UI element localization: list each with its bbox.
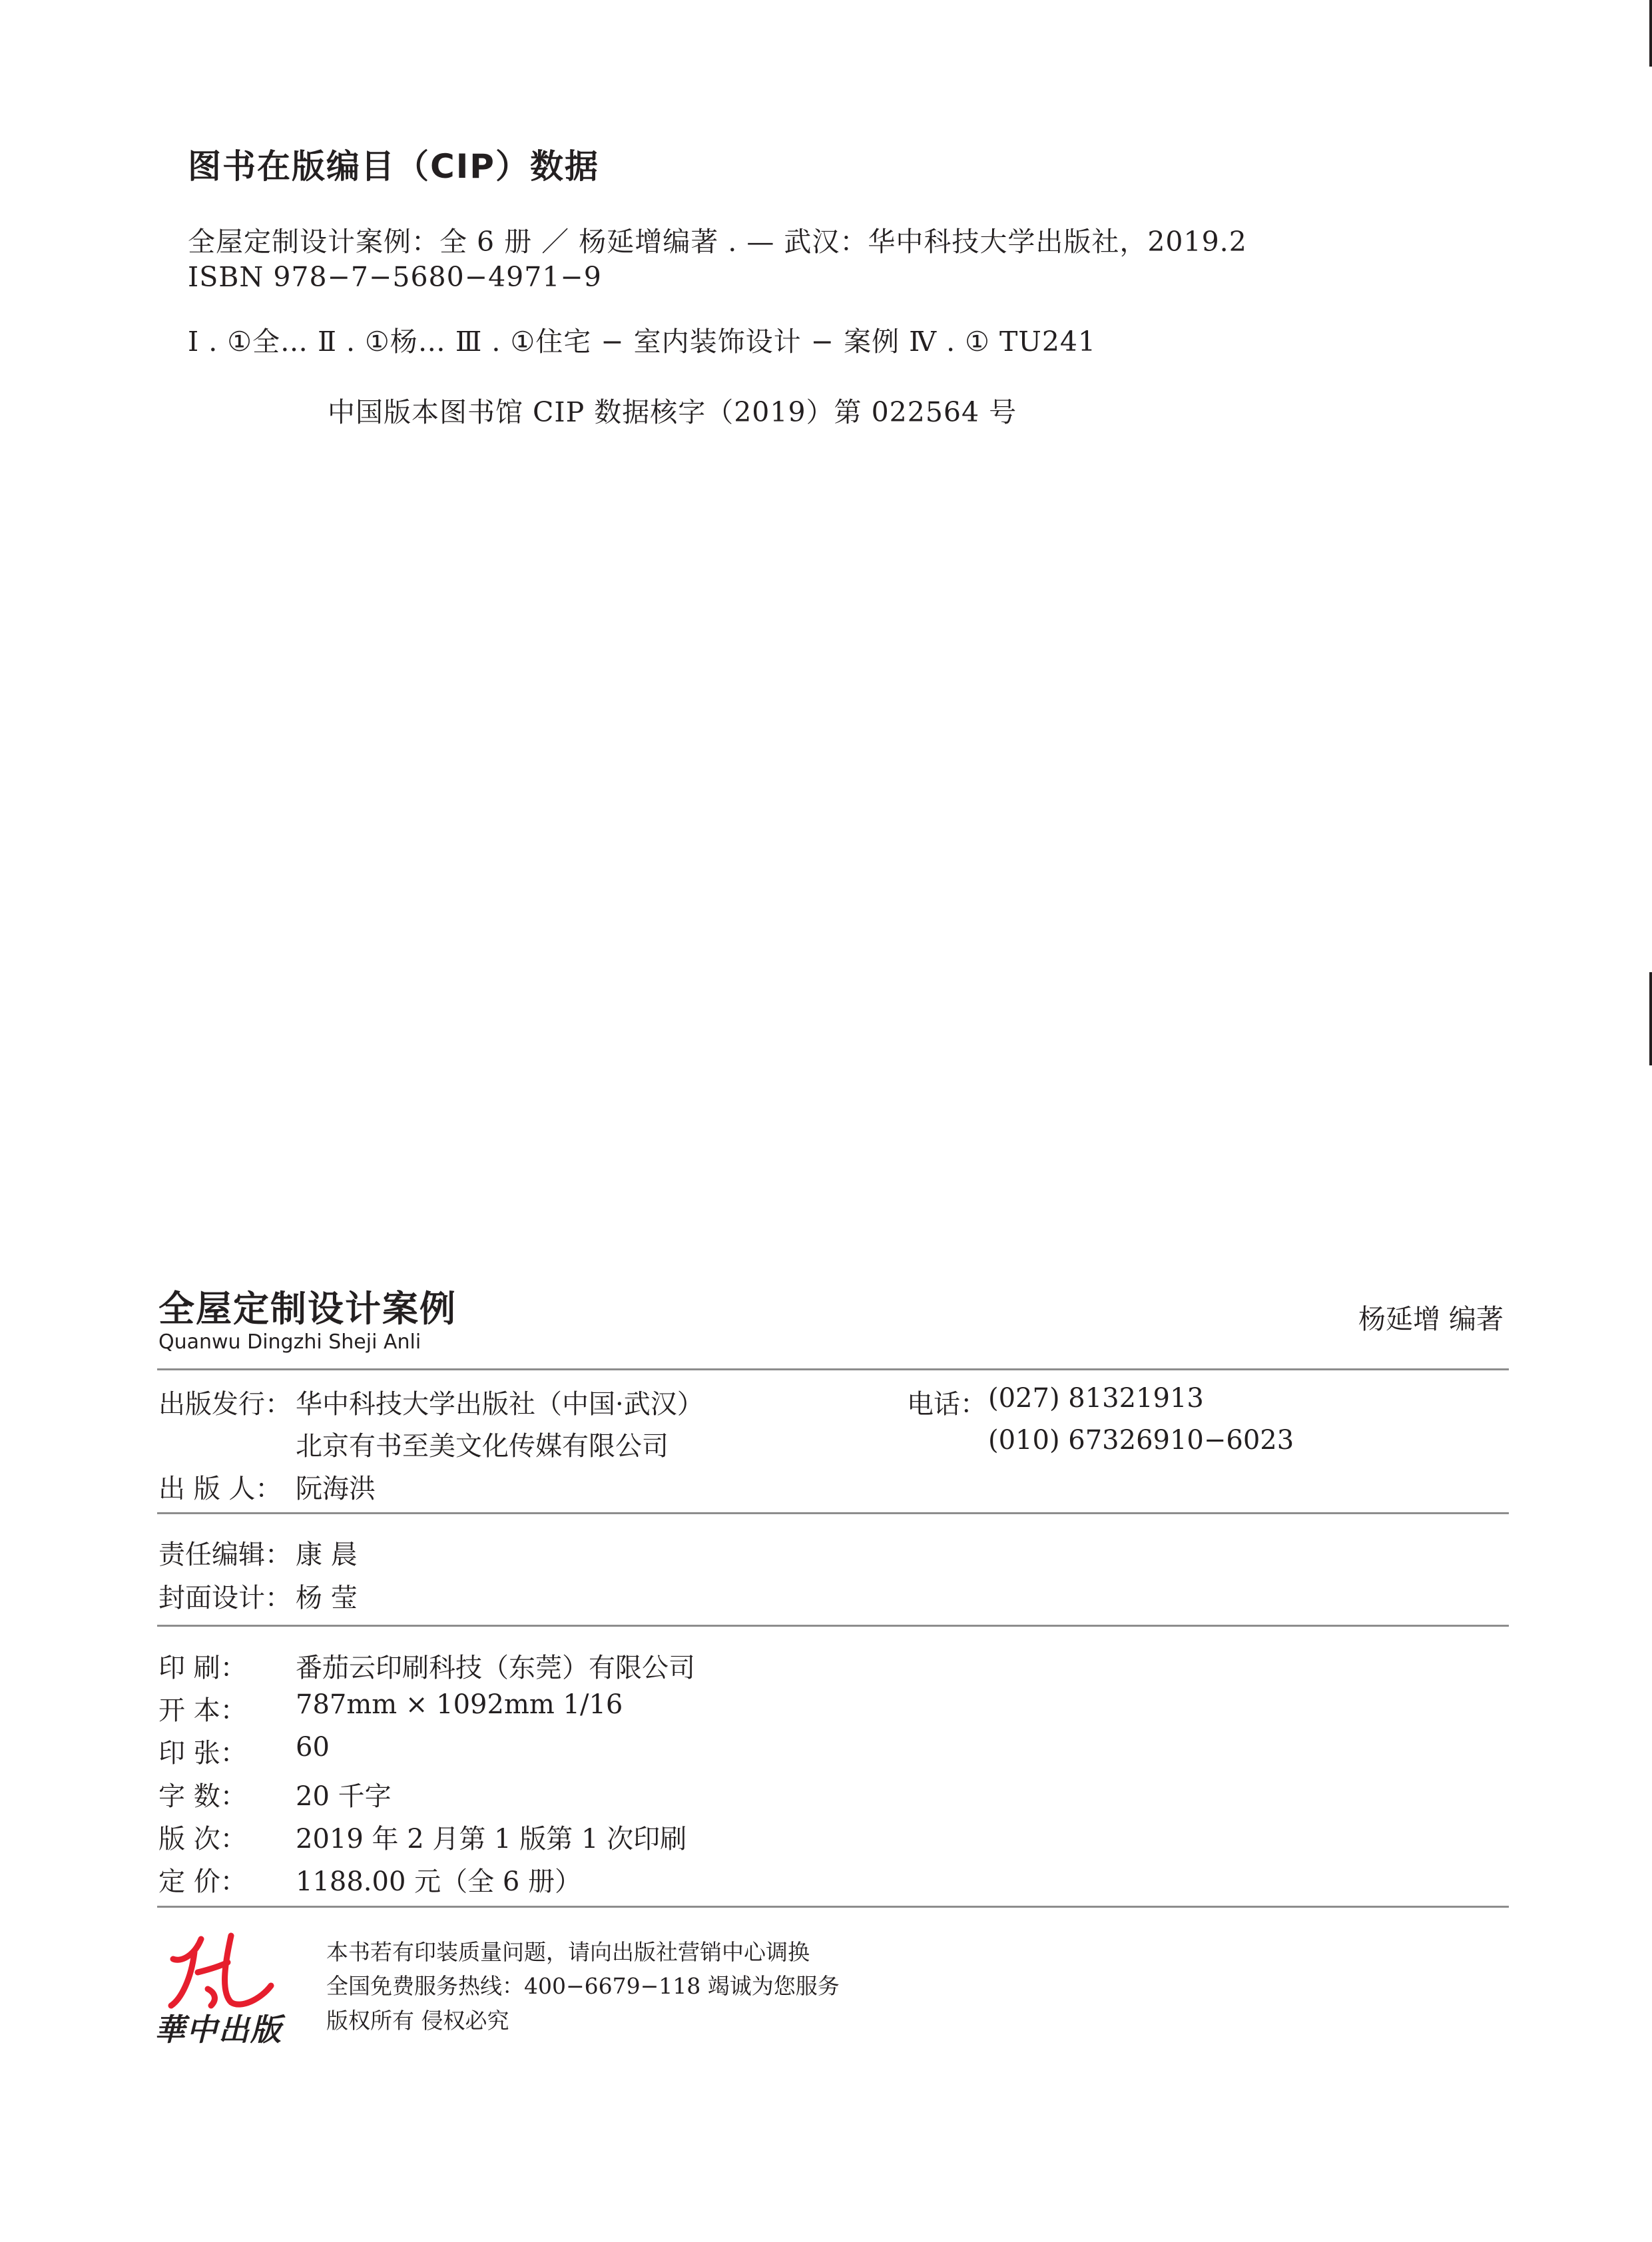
footer-line-3: 版权所有 侵权必究: [326, 2008, 509, 2034]
cip-line-4: 中国版本图书馆 CIP 数据核字（2019）第 022564 号: [328, 396, 1017, 428]
editor-name: 康 晨: [296, 1540, 358, 1570]
divider: [157, 1625, 1509, 1627]
book-author: 杨延增 编著: [1358, 1303, 1504, 1335]
publisher-label: 出版发行：: [158, 1389, 292, 1420]
editor-label: 责任编辑：: [158, 1540, 292, 1570]
edge-mark-top: [1649, 0, 1652, 67]
cip-line-2: ISBN 978−7−5680−4971−9: [188, 261, 602, 293]
footer-line-1: 本书若有印装质量问题，请向出版社营销中心调换: [326, 1939, 810, 1965]
phone-label: 电话：: [907, 1389, 987, 1420]
cip-line-3: Ⅰ . ①全… Ⅱ . ①杨… Ⅲ . ①住宅 − 室内装饰设计 − 案例 Ⅳ . ① TU241: [188, 326, 1097, 358]
spec-label-price: 定 价：: [158, 1866, 247, 1897]
publisher-logo-text: 華中出版: [154, 2012, 282, 2048]
divider: [157, 1368, 1509, 1370]
divider: [157, 1906, 1509, 1908]
cip-line-1: 全屋定制设计案例：全 6 册 ／ 杨延增编著 . — 武汉：华中科技大学出版社，2019.2: [188, 226, 1247, 258]
cover-design-name: 杨 莹: [296, 1583, 358, 1613]
divider: [157, 1512, 1509, 1514]
spec-value-print: 番茄云印刷科技（东莞）有限公司: [296, 1653, 695, 1683]
publisher-person-label: 出 版 人：: [158, 1474, 282, 1504]
spec-label-words: 字 数：: [158, 1781, 247, 1812]
cover-design-label: 封面设计：: [158, 1583, 292, 1613]
spec-label-edition: 版 次：: [158, 1824, 247, 1854]
spec-label-print: 印 刷：: [158, 1653, 247, 1683]
spec-label-format: 开 本：: [158, 1695, 247, 1726]
spec-value-price: 1188.00 元（全 6 册）: [296, 1866, 582, 1897]
spec-value-edition: 2019 年 2 月第 1 版第 1 次印刷: [296, 1824, 687, 1854]
book-pinyin: Quanwu Dingzhi Sheji Anli: [158, 1330, 421, 1354]
phone-1: (027) 81321913: [988, 1383, 1204, 1414]
publisher-person: 阮海洪: [296, 1474, 376, 1504]
publisher-name-2: 北京有书至美文化传媒有限公司: [296, 1431, 669, 1462]
book-title: 全屋定制设计案例: [158, 1288, 457, 1330]
spec-value-format: 787mm × 1092mm 1/16: [296, 1689, 623, 1720]
spec-value-sheets: 60: [296, 1732, 330, 1763]
spec-label-sheets: 印 张：: [158, 1738, 247, 1769]
footer-line-2: 全国免费服务热线：400−6679−118 竭诚为您服务: [326, 1973, 840, 1999]
spec-value-words: 20 千字: [296, 1781, 392, 1812]
publisher-name-1: 华中科技大学出版社（中国·武汉）: [296, 1389, 704, 1420]
edge-mark-middle: [1649, 972, 1652, 1065]
phone-2: (010) 67326910−6023: [988, 1425, 1294, 1456]
cip-heading: 图书在版编目（CIP）数据: [188, 147, 599, 186]
